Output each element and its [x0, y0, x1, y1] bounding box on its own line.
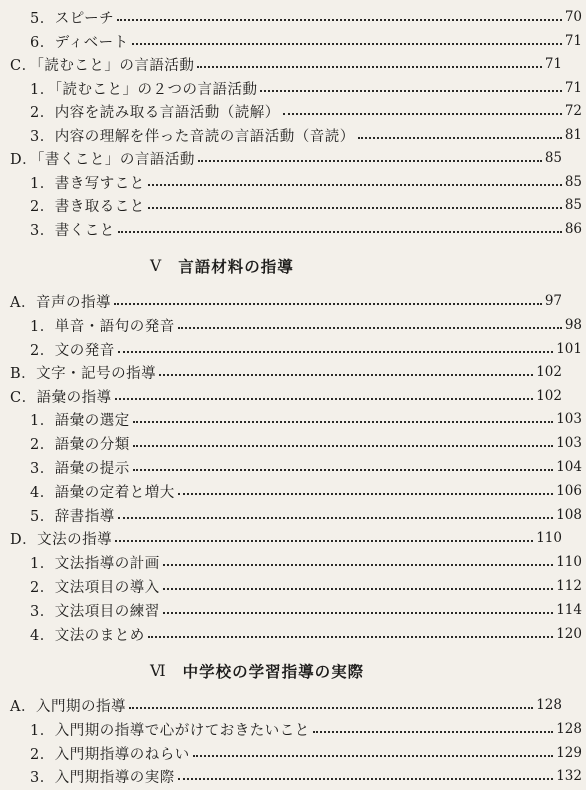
toc-entry [0, 551, 586, 573]
toc-entry [0, 742, 586, 764]
toc-page-number: 112 [556, 578, 582, 594]
toc-entry-label: C．語彙の指導 [10, 389, 112, 406]
toc-entry-label: 5．スピーチ [30, 10, 115, 27]
toc-entry [0, 504, 586, 526]
toc-entry-label: 2．内容を読み取る言語活動（読解） [30, 104, 280, 121]
toc-page-number: 132 [556, 768, 582, 784]
toc-entry-label: 3．書くこと [30, 222, 115, 239]
toc-page-number: 85 [544, 150, 562, 166]
toc-entry [0, 765, 586, 787]
toc-entry-label: 1．単音・語句の発音 [30, 318, 175, 335]
toc-entry-label: 1．書き写すこと [30, 175, 145, 192]
toc-entry-label: 4．語彙の定着と増大 [30, 484, 175, 501]
toc-entry-label: D．「書くこと」の言語活動 [10, 151, 195, 168]
toc-page-number: 72 [564, 103, 582, 119]
toc-page-number: 98 [564, 317, 582, 333]
toc-entry-label: B．文字・記号の指導 [10, 365, 157, 382]
dot-leader [114, 303, 542, 305]
dot-leader [115, 540, 533, 542]
toc-entry [0, 623, 586, 645]
dot-leader [148, 636, 553, 638]
toc-entry-label: A．入門期の指導 [10, 698, 126, 715]
toc-section-entry [0, 694, 566, 716]
chapter-number: V [150, 257, 163, 275]
toc-page-number: 103 [556, 435, 582, 451]
toc-entry [0, 480, 586, 502]
dot-leader [163, 612, 553, 614]
dot-leader [193, 755, 553, 757]
toc-entry [0, 6, 586, 28]
toc-page-number: 128 [556, 721, 582, 737]
toc-page-number: 103 [556, 411, 582, 427]
toc-page-number: 104 [556, 459, 582, 475]
toc-entry [0, 171, 586, 193]
dot-leader [133, 445, 553, 447]
toc-entry [0, 432, 586, 454]
dot-leader [118, 517, 553, 519]
toc-page-number: 85 [564, 197, 582, 213]
toc-page-number: 81 [564, 127, 582, 143]
dot-leader [313, 731, 553, 733]
chapter-title: 中学校の学習指導の実際 [182, 662, 365, 681]
toc-entry-label: 1．文法指導の計画 [30, 555, 160, 572]
toc-entry-label: 2．文の発音 [30, 342, 115, 359]
chapter-title: 言語材料の指導 [178, 257, 294, 276]
toc-entry [0, 456, 586, 478]
dot-leader [163, 564, 553, 566]
toc-page-number: 86 [564, 221, 582, 237]
toc-page-number: 108 [556, 507, 582, 523]
dot-leader [133, 469, 553, 471]
dot-leader [132, 43, 562, 45]
toc-page-number: 97 [544, 293, 562, 309]
toc-section-entry [0, 385, 566, 407]
chapter-heading [150, 254, 294, 278]
toc-page-number: 114 [556, 602, 582, 618]
toc-page-number: 128 [536, 697, 562, 713]
toc-page-number: 71 [564, 80, 582, 96]
toc-entry [0, 124, 586, 146]
toc-entry-label: C．「読むこと」の言語活動 [10, 57, 195, 74]
toc-entry-label: 1．語彙の選定 [30, 412, 130, 429]
dot-leader [117, 19, 562, 21]
toc-entry-label: 1．入門期の指導で心がけておきたいこと [30, 722, 310, 739]
toc-entry [0, 77, 586, 99]
toc-page-number: 106 [556, 483, 582, 499]
toc-entry-label: 3．語彙の提示 [30, 460, 130, 477]
dot-leader [148, 184, 562, 186]
dot-leader [163, 588, 553, 590]
dot-leader [118, 231, 562, 233]
toc-section-entry [0, 53, 566, 75]
toc-entry [0, 30, 586, 52]
dot-leader [118, 351, 553, 353]
dot-leader [198, 160, 542, 162]
toc-section-entry [0, 290, 566, 312]
toc-entry-label: 2．文法項目の導入 [30, 579, 160, 596]
toc-entry [0, 599, 586, 621]
chapter-number: Ⅵ [150, 662, 167, 680]
toc-entry-label: D．文法の指導 [10, 531, 113, 548]
toc-page-number: 102 [536, 388, 562, 404]
toc-entry-label: 5．辞書指導 [30, 508, 115, 525]
toc-entry [0, 218, 586, 240]
dot-leader [283, 113, 562, 115]
dot-leader [260, 90, 561, 92]
toc-entry-label: 1．「読むこと」の２つの言語活動 [30, 81, 258, 98]
dot-leader [178, 493, 553, 495]
toc-entry-label: 3．文法項目の練習 [30, 603, 160, 620]
dot-leader [148, 207, 562, 209]
toc-entry [0, 100, 586, 122]
toc-entry-label: 2．語彙の分類 [30, 436, 130, 453]
toc-section-entry [0, 361, 566, 383]
toc-entry-label: 2．書き取ること [30, 198, 145, 215]
toc-entry [0, 718, 586, 740]
dot-leader [178, 327, 562, 329]
toc-entry [0, 314, 586, 336]
dot-leader [159, 374, 533, 376]
toc-page-number: 120 [556, 626, 582, 642]
toc-entry-label: 3．内容の理解を伴った音読の言語活動（音読） [30, 128, 355, 145]
toc-page-number: 102 [536, 364, 562, 380]
toc-section-entry [0, 527, 566, 549]
toc-page-number: 71 [544, 56, 562, 72]
dot-leader [115, 398, 534, 400]
toc-page-number: 110 [556, 554, 582, 570]
toc-section-entry [0, 147, 566, 169]
toc-entry [0, 408, 586, 430]
toc-entry [0, 338, 586, 360]
toc-entry [0, 575, 586, 597]
toc-entry-label: A．音声の指導 [10, 294, 111, 311]
toc-page-number: 101 [556, 341, 582, 357]
dot-leader [129, 707, 533, 709]
toc-entry [0, 194, 586, 216]
dot-leader [178, 778, 553, 780]
toc-entry-label: 6．ディベート [30, 34, 129, 51]
toc-page-number: 129 [556, 745, 582, 761]
toc-entry-label: 3．入門期指導の実際 [30, 769, 175, 786]
dot-leader [197, 66, 541, 68]
chapter-heading [150, 659, 364, 683]
toc-page-number: 110 [536, 530, 562, 546]
toc-entry-label: 4．文法のまとめ [30, 627, 145, 644]
dot-leader [133, 421, 553, 423]
toc-page-number: 70 [564, 9, 582, 25]
toc-page-number: 71 [564, 33, 582, 49]
toc-page-number: 85 [564, 174, 582, 190]
toc-entry-label: 2．入門期指導のねらい [30, 746, 190, 763]
dot-leader [358, 137, 562, 139]
